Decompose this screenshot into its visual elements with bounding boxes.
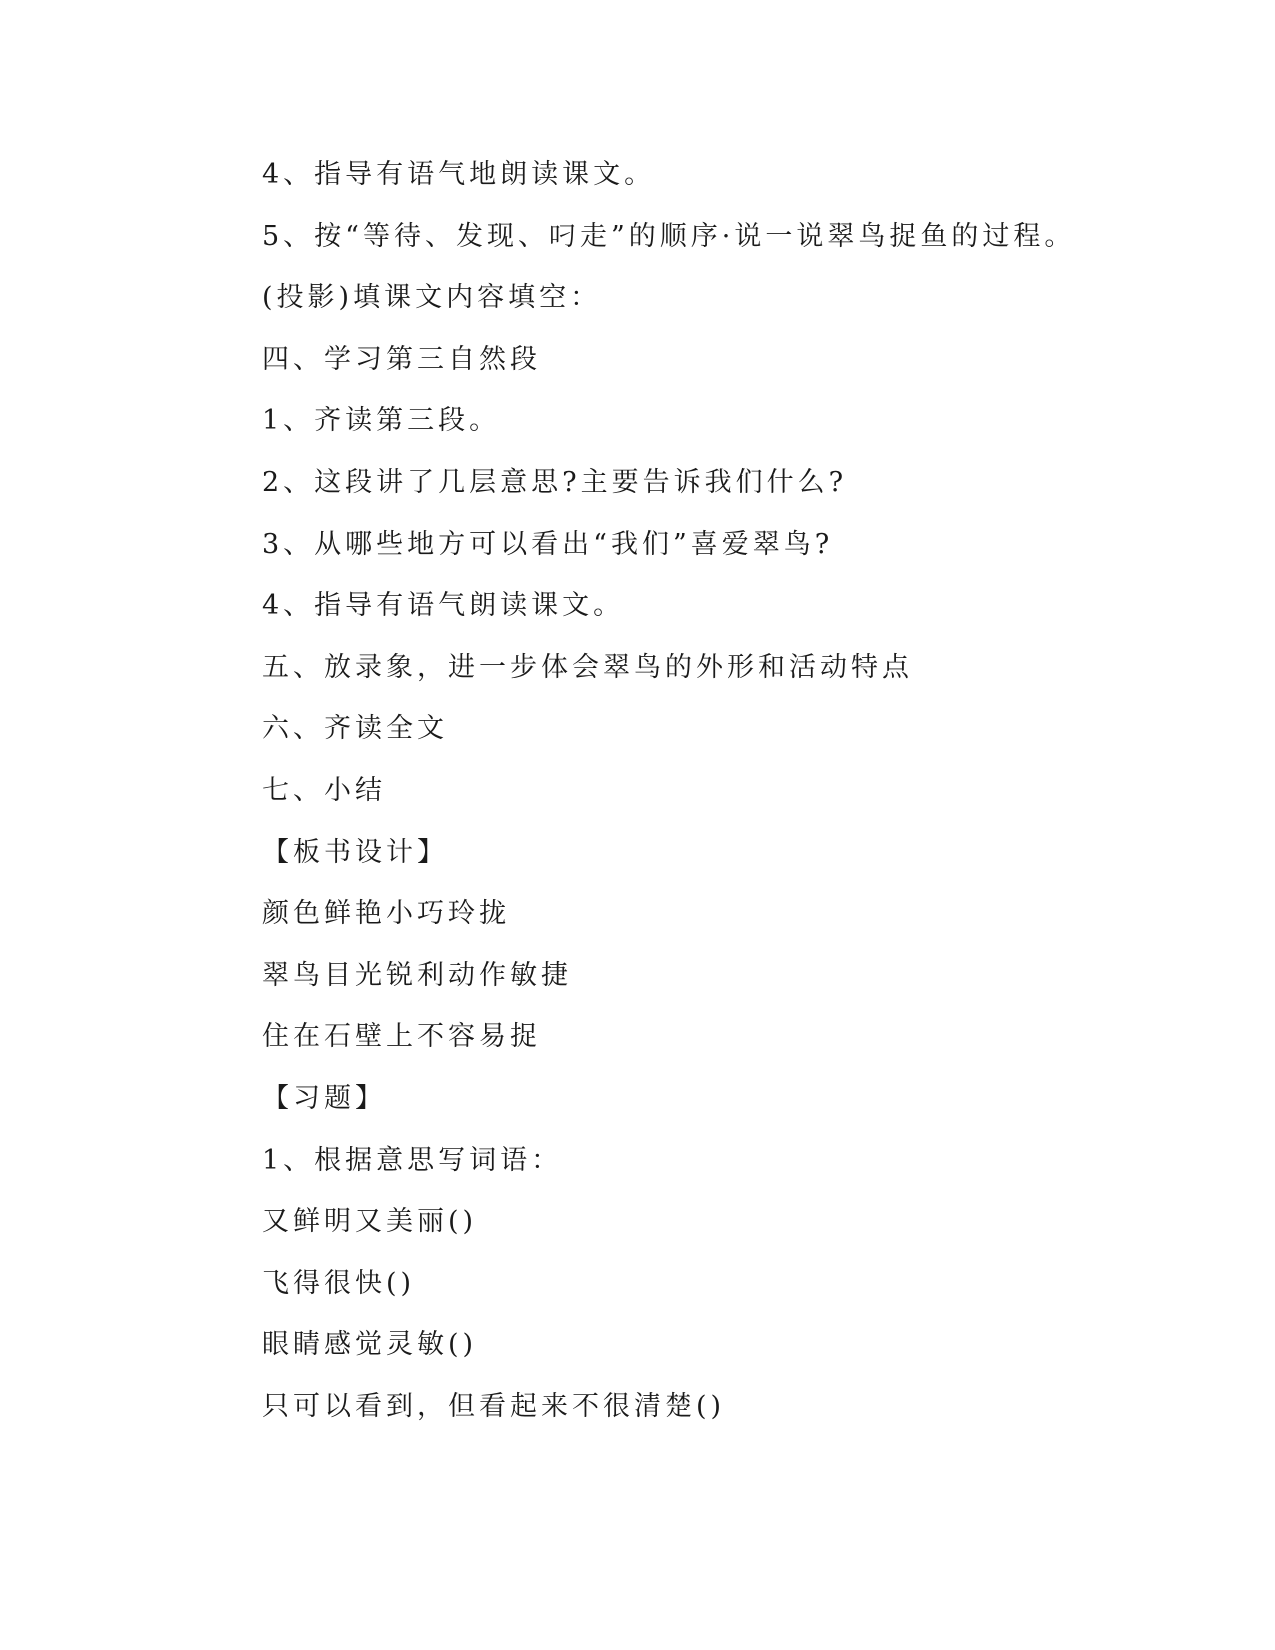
text-line: 住在石壁上不容易捉 [262, 1021, 541, 1053]
document-page [262, 160, 1162, 1453]
text-line: 4、指导有语气朗读课文。 [262, 590, 625, 622]
section-heading: 【板书设计】 [262, 836, 448, 868]
section-heading: 五、放录象，进一步体会翠鸟的外形和活动特点 [262, 651, 913, 683]
text-line: (投影)填课文内容填空： [262, 282, 602, 314]
text-line: 2、这段讲了几层意思?主要告诉我们什么? [262, 466, 848, 498]
section-heading: 六、齐读全文 [262, 713, 448, 745]
text-line: 又鲜明又美丽() [262, 1206, 478, 1238]
text-line: 1、根据意思写词语： [262, 1144, 563, 1176]
text-line: 眼睛感觉灵敏() [262, 1329, 478, 1361]
text-line: 1、齐读第三段。 [262, 405, 501, 437]
text-line: 飞得很快() [262, 1267, 416, 1299]
section-heading: 【习题】 [262, 1082, 386, 1114]
text-line: 3、从哪些地方可以看出“我们”喜爱翠鸟? [262, 528, 834, 560]
text-line: 5、按“等待、发现、叼走”的顺序·说一说翠鸟捉鱼的过程。 [262, 220, 1076, 252]
text-line: 翠鸟目光锐利动作敏捷 [262, 959, 572, 991]
text-line: 4、指导有语气地朗读课文。 [262, 159, 656, 190]
text-line: 颜色鲜艳小巧玲拢 [262, 898, 510, 930]
section-heading: 四、学习第三自然段 [262, 343, 541, 375]
section-heading: 七、小结 [262, 774, 386, 806]
text-line: 只可以看到，但看起来不很清楚() [262, 1390, 726, 1422]
